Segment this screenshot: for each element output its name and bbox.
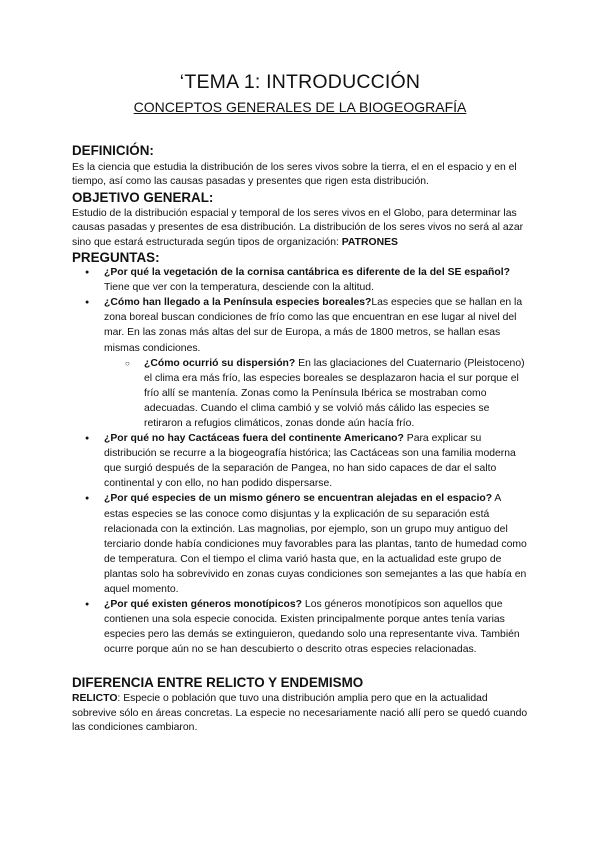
list-item (104, 295, 528, 431)
document-page (72, 70, 528, 736)
sub-list-item (144, 356, 528, 431)
objetivo-text (72, 207, 528, 250)
answer: Las especies que se hallan en la zona boreal buscan condiciones de frío como las que encuentran en ese lugar al nivel del mar. En las zonas más altas del sur de Europa, a más de 1800 metros, se hallan esas mismas condiciones. (104, 297, 523, 354)
question: ¿Por qué especies de un mismo género se encuentran alejadas en el espacio? (104, 493, 493, 505)
list-item (104, 431, 528, 491)
sub-question: ¿Cómo ocurrió su dispersión? (144, 357, 296, 369)
objetivo-emphasis: PATRONES (341, 236, 398, 248)
relicto-definition: : Especie o población que tuvo una distribución amplia pero que en la actualidad sobrevive sólo en áreas concretas. La especie no necesariamente nació allí pero se quedó cuando las condiciones cambiaron. (72, 693, 528, 734)
answer: Para explicar su distribución se recurre a la biogeografía histórica; las Cactáceas son una familia moderna que surgió después de la separación de Pangea, no han sido capaces de dar el salto continental y con ello, no han podido dispersarse. (104, 433, 516, 490)
preguntas-list (72, 265, 528, 657)
answer: Tiene que ver con la temperatura, desciende con la altitud. (104, 282, 374, 294)
relicto-term: RELICTO (72, 693, 118, 705)
question: ¿Cómo han llegado a la Península especies boreales? (104, 297, 372, 309)
sub-answer: En las glaciaciones del Cuaternario (Pleistoceno) el clima era más frío, las especies boreales se desplazaron hacia el sur porque el frío allí se mantenía. Zonas como la Península Ibérica se mostraban como adecuadas. Cuando el clima cambió y se volvió más cálido las especies se retiraron a refugios climáticos, zonas donde aún hacía frío. (144, 357, 525, 429)
page-title: ‘TEMA 1: INTRODUCCIÓN (179, 71, 421, 93)
list-item (104, 265, 528, 295)
question: ¿Por qué existen géneros monotípicos? (104, 599, 303, 611)
answer: A estas especies se las conoce como disjuntas y la explicación de su separación está relacionada con la extinción. Las magnolias, por ejemplo, son un grupo muy antiguo del terciario donde había condiciones muy favorables para las plantas, tanto de humedad como de temperatura. Con el tiempo el clima varió hasta que, en la actualidad este grupo de plantas solo ha sobrevivido en zonas cuyas condiciones son semejantes a las que había en aquel momento. (104, 493, 527, 595)
page-subtitle: CONCEPTOS GENERALES DE LA BIOGEOGRAFÍA (133, 99, 467, 115)
definicion-text: Es la ciencia que estudia la distribución de los seres vivos sobre la tierra, el en el espacio y en el tiempo, así como las causas pasadas y presentes que rigen esta distribución. (72, 162, 517, 188)
question: ¿Por qué no hay Cactáceas fuera del continente Americano? (104, 433, 404, 445)
objetivo-body: Estudio de la distribución espacial y temporal de los seres vivos en el Globo, para determinar las causas pasadas y presentes de esa distribución. La distribución de los seres vivos no será al azar sino que estará estructurada según tipos de organización: (72, 207, 524, 248)
preguntas-heading: PREGUNTAS: (72, 250, 160, 266)
diferencia-text (72, 692, 528, 735)
diferencia-heading: DIFERENCIA ENTRE RELICTO Y ENDEMISMO (72, 675, 364, 691)
list-item (104, 597, 528, 657)
objetivo-heading: OBJETIVO GENERAL: (72, 189, 214, 205)
definicion-heading: DEFINICIÓN: (72, 143, 154, 158)
answer: Los géneros monotípicos son aquellos que contienen una sola especie conocida. Existen principalmente porque antes tenía varias especies pero las demás se extinguieron, quedando solo una representante viva. También ocurre porque aún no se han descubierto o descrito otras especies relacionadas. (104, 599, 520, 656)
list-item (104, 491, 528, 597)
question: ¿Por qué la vegetación de la cornisa cantábrica es diferente de la del SE español? (104, 267, 510, 279)
sub-list (104, 356, 528, 431)
